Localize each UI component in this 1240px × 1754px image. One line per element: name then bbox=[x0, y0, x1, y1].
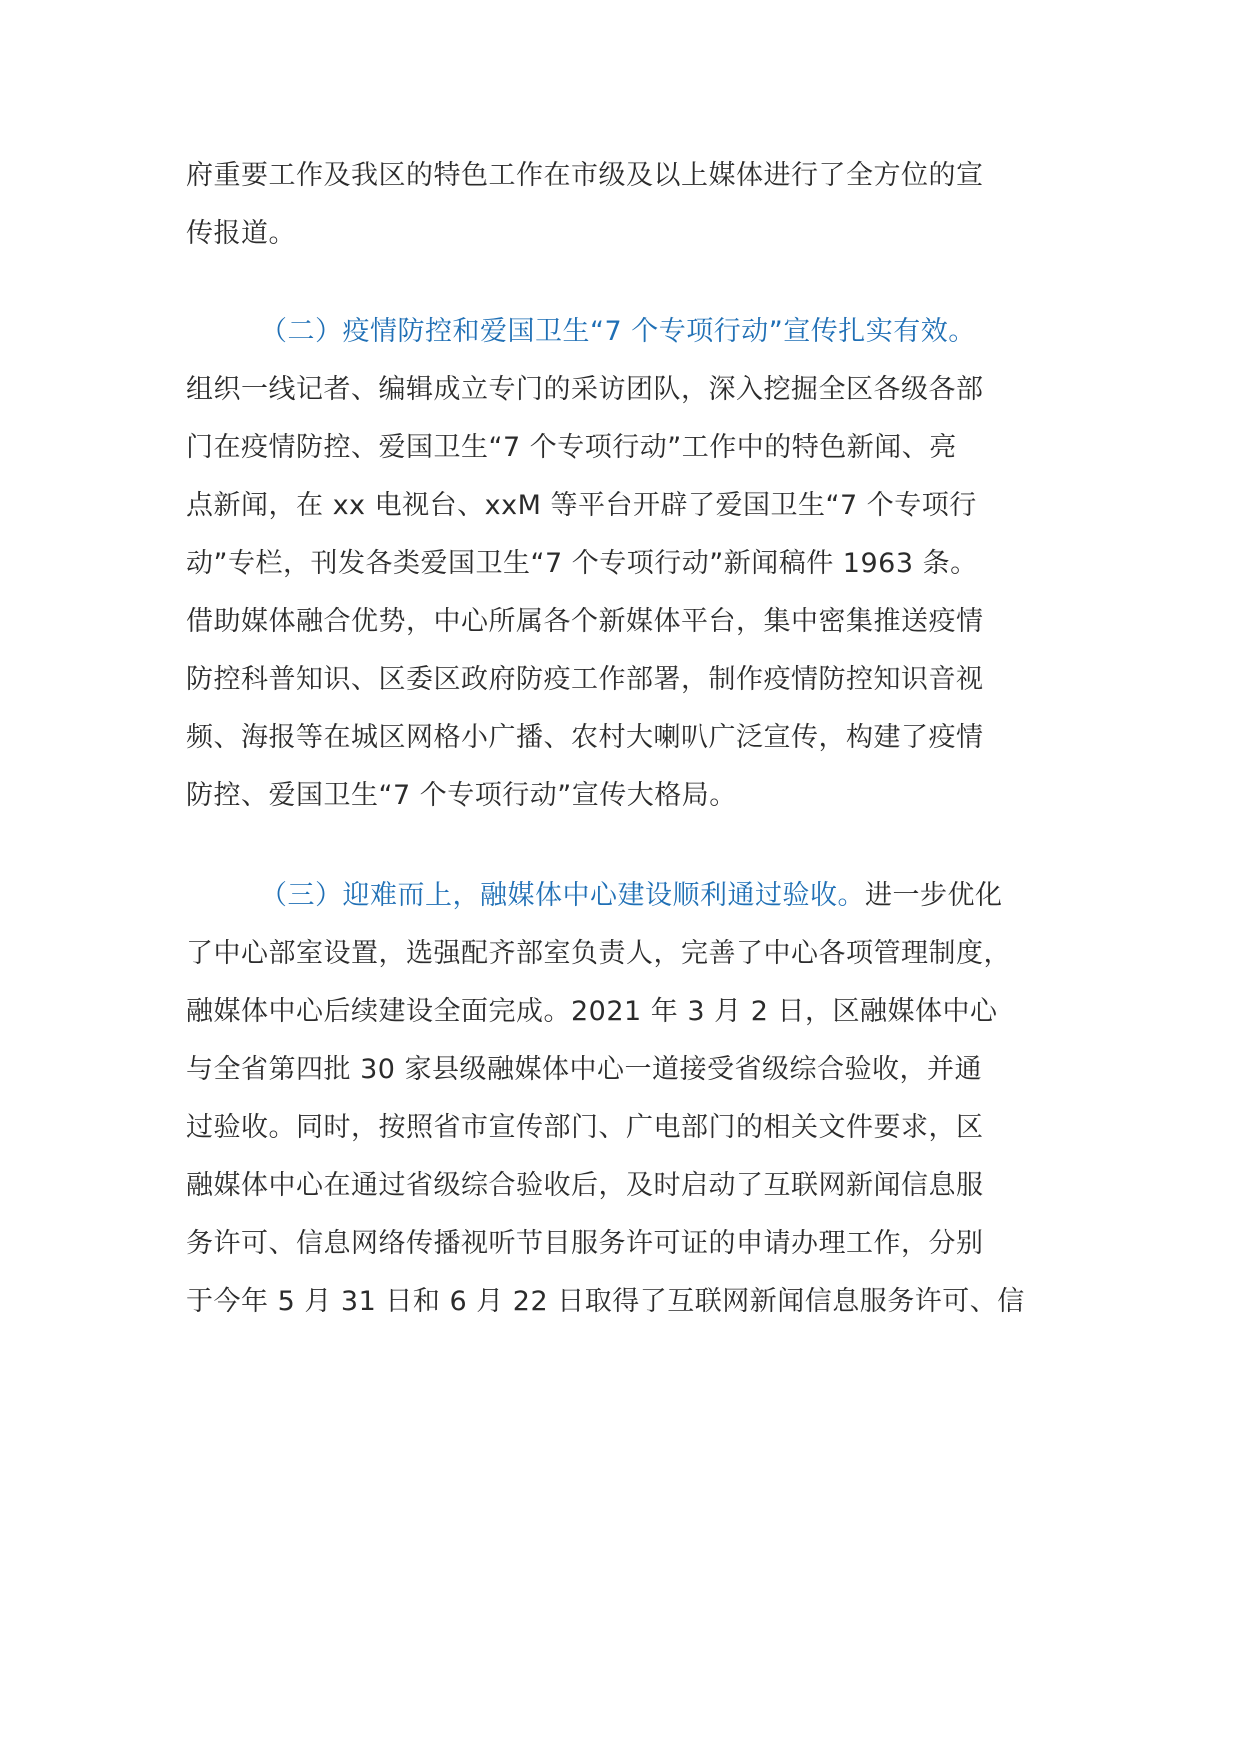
paragraph-line: 了中心部室设置，选强配齐部室负责人，完善了中心各项管理制度， bbox=[186, 938, 1011, 969]
paragraph-line: 与全省第四批 30 家县级融媒体中心一道接受省级综合验收，并通 bbox=[186, 1054, 983, 1085]
paragraph-line: 务许可、信息网络传播视听节目服务许可证的申请办理工作，分别 bbox=[186, 1228, 984, 1259]
paragraph-line: 点新闻，在 xx 电视台、xxM 等平台开辟了爱国卫生“7 个专项行 bbox=[186, 490, 977, 521]
section-heading-line bbox=[260, 876, 1160, 916]
paragraph-line: 传报道。 bbox=[186, 218, 296, 249]
paragraph-line: 融媒体中心在通过省级综合验收后，及时启动了互联网新闻信息服 bbox=[186, 1170, 984, 1201]
heading-tail-text: 进一步优化 bbox=[865, 880, 1003, 911]
paragraph-line: 门在疫情防控、爱国卫生“7 个专项行动”工作中的特色新闻、亮 bbox=[186, 432, 957, 463]
paragraph-line: 防控科普知识、区委区政府防疫工作部署，制作疫情防控知识音视 bbox=[186, 664, 984, 695]
paragraph-line: 府重要工作及我区的特色工作在市级及以上媒体进行了全方位的宣 bbox=[186, 160, 984, 191]
paragraph-line: 防控、爱国卫生“7 个专项行动”宣传大格局。 bbox=[186, 780, 737, 811]
paragraph-line: 于今年 5 月 31 日和 6 月 22 日取得了互联网新闻信息服务许可、信 bbox=[186, 1286, 1025, 1317]
paragraph-line: 动”专栏，刊发各类爱国卫生“7 个专项行动”新闻稿件 1963 条。 bbox=[186, 548, 978, 579]
paragraph-line: 频、海报等在城区网格小广播、农村大喇叭广泛宣传，构建了疫情 bbox=[186, 722, 984, 753]
section-heading: （二）疫情防控和爱国卫生“7 个专项行动”宣传扎实有效。 bbox=[260, 316, 976, 347]
section-heading: （三）迎难而上，融媒体中心建设顺利通过验收。 bbox=[260, 880, 865, 911]
paragraph-line: 过验收。同时，按照省市宣传部门、广电部门的相关文件要求，区 bbox=[186, 1112, 984, 1143]
paragraph-line: 融媒体中心后续建设全面完成。2021 年 3 月 2 日，区融媒体中心 bbox=[186, 996, 998, 1027]
paragraph-line: 组织一线记者、编辑成立专门的采访团队，深入挖掘全区各级各部 bbox=[186, 374, 984, 405]
paragraph-line: 借助媒体融合优势，中心所属各个新媒体平台，集中密集推送疫情 bbox=[186, 606, 984, 637]
